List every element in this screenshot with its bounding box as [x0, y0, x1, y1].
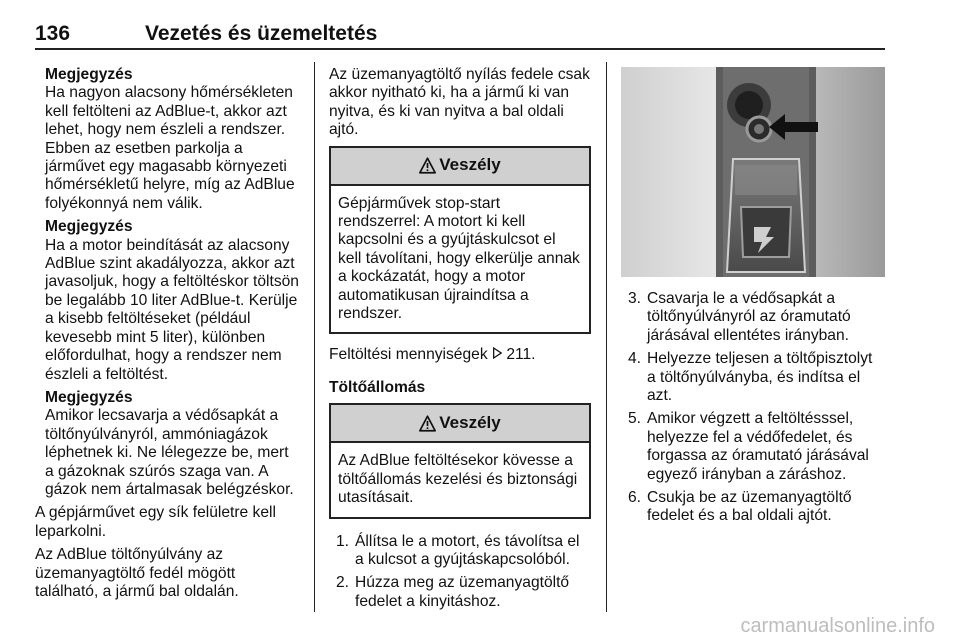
- list-item: [621, 290, 885, 345]
- danger-header: [331, 148, 589, 186]
- note-body: Amikor lecsavarja a védősapkát a töltőnyúlványról, ammóniagázok léphetnek ki. Ne lélegezze be, mert a gázoknak szúrós szaga van. A gázok nem ártalmasak belégzéskor.: [45, 407, 294, 498]
- step-number: 5.: [627, 410, 641, 428]
- subsection-heading: Töltőállomás: [329, 378, 426, 396]
- step-text: Amikor végzett a feltöltésssel, helyezze fel a védőfedelet, és forgassa az óramutató járásával egyező irányban a záráshoz.: [647, 410, 869, 483]
- page-reference-icon: [492, 347, 502, 359]
- section-title: Vezetés és üzemeltetés: [145, 22, 378, 45]
- danger-header: [331, 405, 589, 443]
- step-number: 1.: [335, 532, 349, 550]
- danger-title: Veszély: [439, 155, 501, 175]
- list-item: [621, 350, 885, 405]
- cross-reference: [329, 346, 591, 364]
- list-item: [621, 410, 885, 484]
- paragraph: Az üzemanyagtöltő nyílás fedele csak akkor nyitható ki, ha a jármű ki van nyitva, és ki van nyitva a bal oldali ajtó.: [329, 66, 590, 139]
- danger-body: Gépjárművek stop-start rendszerrel: A motort ki kell kapcsolni és a gyújtáskulcsot el kell távolítani, hogy elkerülje annak a kockázatát, hogy a motor automatikusan újraindítsa a rendszer.: [338, 194, 580, 323]
- adblue-filler-photo: [621, 67, 885, 277]
- cross-reference-page: 211.: [506, 346, 536, 364]
- column-middle: [329, 66, 591, 616]
- note-title: Megjegyzés: [45, 388, 133, 406]
- list-item: [621, 489, 885, 526]
- danger-title: Veszély: [439, 413, 501, 433]
- paragraph: A gépjárművet egy sík felületre kell leparkolni.: [35, 504, 276, 540]
- column-divider: [314, 62, 315, 612]
- step-list: [621, 290, 885, 526]
- step-text: Csavarja le a védősapkát a töltőnyúlványról az óramutató járásával ellentétes irányban.: [647, 290, 851, 344]
- note-block: [45, 389, 301, 499]
- note-title: Megjegyzés: [45, 218, 133, 236]
- step-number: 3.: [627, 290, 641, 307]
- step-number: 2.: [335, 574, 349, 592]
- warning-triangle-icon: [419, 415, 436, 432]
- watermark: carmanualsonline.info: [740, 615, 935, 637]
- note-block: [45, 66, 301, 213]
- step-number: 4.: [627, 350, 641, 368]
- column-left: [35, 66, 301, 606]
- step-text: Húzza meg az üzemanyagtöltő fedelet a kinyitáshoz.: [355, 574, 570, 610]
- step-number: 6.: [627, 489, 641, 507]
- pointer-arrow-icon: [769, 112, 819, 142]
- list-item: [329, 533, 591, 570]
- danger-box: [329, 403, 591, 518]
- page-number: 136: [35, 22, 71, 45]
- step-text: Állítsa le a motort, és távolítsa el a kulcsot a gyújtáskapcsolóból.: [355, 532, 580, 568]
- page-header: [35, 10, 885, 50]
- note-title: Megjegyzés: [45, 66, 133, 83]
- column-divider: [606, 62, 607, 612]
- step-text: Csukja be az üzemanyagtöltő fedelet és a bal oldali ajtót.: [647, 489, 852, 525]
- danger-box: [329, 146, 591, 335]
- step-text: Helyezze teljesen a töltőpisztolyt a töltőnyúlványba, és indítsa el azt.: [647, 350, 873, 405]
- cross-reference-text: Feltöltési mennyiségek: [329, 346, 488, 364]
- note-block: [45, 218, 301, 384]
- note-body: Ha nagyon alacsony hőmérsékleten kell feltölteni az AdBlue-t, akkor azt lehet, hogy nem észleli a rendszer. Ebben az esetben parkolja a járművet egy magasabb környezeti hőmérsékletű helyre, míg az AdBlue folyékonnyá nem válik.: [45, 84, 295, 212]
- danger-body: Az AdBlue feltöltésekor kövesse a töltőállomás kezelési és biztonsági utasításait.: [338, 452, 578, 507]
- warning-triangle-icon: [419, 157, 436, 174]
- list-item: [329, 574, 591, 611]
- step-list: [329, 533, 591, 612]
- note-body: Ha a motor beindítását az alacsony AdBlue szint akadályozza, akkor azt javasoljuk, hogy a feltöltéskor töltsön be legalább 10 liter AdBlue-t. Kerülje a kisebb feltöltéseket (például kevesebb mint 5 liter), különben előfordulhat, hogy a rendszer nem észleli a feltöltést.: [45, 236, 299, 383]
- paragraph: Az AdBlue töltőnyúlvány az üzemanyagtöltő fedél mögött található, a jármű bal oldalán.: [35, 546, 239, 600]
- column-right: [621, 290, 885, 531]
